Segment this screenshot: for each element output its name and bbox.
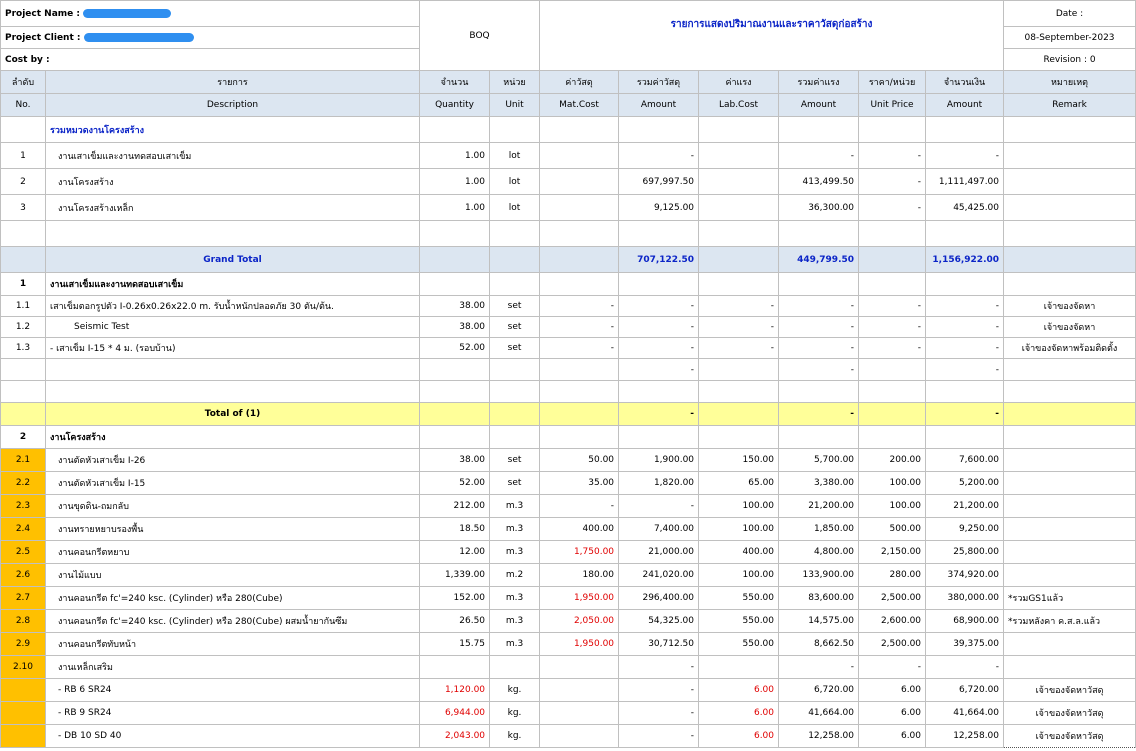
cell-total: 374,920.00 xyxy=(926,564,1004,587)
cell-unit: m.3 xyxy=(490,541,540,564)
cost-by: Cost by : xyxy=(1,49,420,71)
cell-no: 1.3 xyxy=(1,338,46,359)
cell-matamt: - xyxy=(619,679,699,702)
cell-mat xyxy=(540,169,619,195)
cell-unit: set xyxy=(490,296,540,317)
cell-qty: 38.00 xyxy=(420,296,490,317)
cell-total: 68,900.00 xyxy=(926,610,1004,633)
col-lab-th: ค่าแรง xyxy=(699,71,779,94)
col-total-th: จำนวนเงิน xyxy=(926,71,1004,94)
section1-no: 1 xyxy=(1,273,46,296)
cell-qty: 38.00 xyxy=(420,449,490,472)
cell-mat xyxy=(540,195,619,221)
project-client xyxy=(1,27,420,49)
table-row xyxy=(1,296,1136,317)
cell-qty: 18.50 xyxy=(420,518,490,541)
cell-matamt: 296,400.00 xyxy=(619,587,699,610)
table-row xyxy=(1,169,1136,195)
cell-desc: - เสาเข็ม I-15 * 4 ม. (รอบบ้าน) xyxy=(46,338,420,359)
cell-price: 6.00 xyxy=(859,725,926,748)
cell-remark xyxy=(1004,143,1136,169)
cell-remark xyxy=(1004,518,1136,541)
cell-matamt: - xyxy=(619,495,699,518)
cell-no: 3 xyxy=(1,195,46,221)
col-remark-th: หมายเหตุ xyxy=(1004,71,1136,94)
cell-mat xyxy=(540,143,619,169)
s1-total-mat: - xyxy=(619,403,699,426)
cell-matamt: 21,000.00 xyxy=(619,541,699,564)
cell-remark xyxy=(1004,195,1136,221)
cell-price: - xyxy=(859,296,926,317)
cell-qty: 1.00 xyxy=(420,195,490,221)
col-price-en: Unit Price xyxy=(859,94,926,117)
cell-lab: 6.00 xyxy=(699,725,779,748)
cell-price: 2,500.00 xyxy=(859,587,926,610)
cell-qty: 15.75 xyxy=(420,633,490,656)
grand-total-mat: 707,122.50 xyxy=(619,247,699,273)
cell-lab xyxy=(699,143,779,169)
cell-desc: งานคอนกรีต fc'=240 ksc. (Cylinder) หรือ 280(Cube) xyxy=(46,587,420,610)
cell-unit: kg. xyxy=(490,725,540,748)
cell-labamt: 413,499.50 xyxy=(779,169,859,195)
cell-no: 2 xyxy=(1,169,46,195)
cell-unit: lot xyxy=(490,195,540,221)
cell-total: 5,200.00 xyxy=(926,472,1004,495)
col-unit-en: Unit xyxy=(490,94,540,117)
table-row xyxy=(1,449,1136,472)
cell-total: 6,720.00 xyxy=(926,679,1004,702)
cell-no: 1 xyxy=(1,143,46,169)
cell-labamt: 133,900.00 xyxy=(779,564,859,587)
cell-qty: 1.00 xyxy=(420,169,490,195)
cell-lab: - xyxy=(699,296,779,317)
col-no-en: No. xyxy=(1,94,46,117)
cell-price: - xyxy=(859,195,926,221)
cell-lab xyxy=(699,169,779,195)
cell-labamt: 6,720.00 xyxy=(779,679,859,702)
table-row xyxy=(1,338,1136,359)
col-matamt-th: รวมค่าวัสดุ xyxy=(619,71,699,94)
cell-total: 45,425.00 xyxy=(926,195,1004,221)
cell-remark xyxy=(1004,472,1136,495)
cell-lab: - xyxy=(699,317,779,338)
cell-lab xyxy=(699,195,779,221)
cell-desc: Seismic Test xyxy=(46,317,420,338)
table-row xyxy=(1,195,1136,221)
cell-unit: m.3 xyxy=(490,610,540,633)
cell-matamt: 9,125.00 xyxy=(619,195,699,221)
cell-lab: 550.00 xyxy=(699,633,779,656)
col-qty-en: Quantity xyxy=(420,94,490,117)
cell-total: 25,800.00 xyxy=(926,541,1004,564)
cell-mat: 1,950.00 xyxy=(540,633,619,656)
cell-desc: งานคอนกรีตหยาบ xyxy=(46,541,420,564)
cell-desc: งานโครงสร้าง xyxy=(46,169,420,195)
col-desc-en: Description xyxy=(46,94,420,117)
s1-total-amount: - xyxy=(926,403,1004,426)
col-labamt-th: รวมค่าแรง xyxy=(779,71,859,94)
cell-lab: - xyxy=(699,338,779,359)
cell-remark xyxy=(1004,495,1136,518)
cell-matamt: 30,712.50 xyxy=(619,633,699,656)
cell-qty: 1.00 xyxy=(420,143,490,169)
cell-qty: 152.00 xyxy=(420,587,490,610)
cell-remark: *รวมGS1แล้ว xyxy=(1004,587,1136,610)
cell-lab: 6.00 xyxy=(699,679,779,702)
cell-mat: 35.00 xyxy=(540,472,619,495)
cell-qty: 1,339.00 xyxy=(420,564,490,587)
col-total-en: Amount xyxy=(926,94,1004,117)
cell-qty: 12.00 xyxy=(420,541,490,564)
table-row xyxy=(1,518,1136,541)
cell-desc: งานเหล็กเสริม xyxy=(46,656,420,679)
cell-mat xyxy=(540,725,619,748)
cell-labamt: 41,664.00 xyxy=(779,702,859,725)
cell-lab: 150.00 xyxy=(699,449,779,472)
col-remark-en: Remark xyxy=(1004,94,1136,117)
cell-labamt: 8,662.50 xyxy=(779,633,859,656)
cell-remark xyxy=(1004,656,1136,679)
cell-no xyxy=(1,725,46,748)
cell-labamt: 4,800.00 xyxy=(779,541,859,564)
cell-total: - xyxy=(926,338,1004,359)
cell-labamt: 36,300.00 xyxy=(779,195,859,221)
cell-mat: - xyxy=(540,296,619,317)
cell-desc: เสาเข็มตอกรูปตัว I-0.26x0.26x22.0 m. รับน้ำหนักปลอดภัย 30 ตัน/ต้น. xyxy=(46,296,420,317)
cell-lab: 100.00 xyxy=(699,564,779,587)
cell-matamt: - xyxy=(619,725,699,748)
cell-no: 2.7 xyxy=(1,587,46,610)
revision: Revision : 0 xyxy=(1004,49,1136,71)
cell-price: - xyxy=(859,169,926,195)
cell-matamt: 697,997.50 xyxy=(619,169,699,195)
cell-matamt: - xyxy=(619,317,699,338)
col-price-th: ราคา/หน่วย xyxy=(859,71,926,94)
cell-total: - xyxy=(926,317,1004,338)
cell-lab: 65.00 xyxy=(699,472,779,495)
cell-matamt: - xyxy=(619,143,699,169)
cell-labamt: 12,258.00 xyxy=(779,725,859,748)
cell-matamt: 1,900.00 xyxy=(619,449,699,472)
table-row xyxy=(1,143,1136,169)
cell-price: 200.00 xyxy=(859,449,926,472)
cell-price: 2,600.00 xyxy=(859,610,926,633)
cell-total: 9,250.00 xyxy=(926,518,1004,541)
col-labamt-en: Amount xyxy=(779,94,859,117)
table-row xyxy=(1,679,1136,702)
cell-desc: งานขุดดิน-ถมกลับ xyxy=(46,495,420,518)
cell-total: - xyxy=(926,296,1004,317)
cell-remark: *รวมหลังคา ค.ส.ล.แล้ว xyxy=(1004,610,1136,633)
cell-qty: 26.50 xyxy=(420,610,490,633)
cell-unit: kg. xyxy=(490,702,540,725)
grand-total-amount: 1,156,922.00 xyxy=(926,247,1004,273)
cell-qty: 212.00 xyxy=(420,495,490,518)
grand-total-label: Grand Total xyxy=(46,247,420,273)
cell-no: 1.1 xyxy=(1,296,46,317)
cell-no: 2.1 xyxy=(1,449,46,472)
cell-no xyxy=(1,679,46,702)
cell-labamt: 83,600.00 xyxy=(779,587,859,610)
cell-total: 39,375.00 xyxy=(926,633,1004,656)
col-unit-th: หน่วย xyxy=(490,71,540,94)
cell-price: 2,500.00 xyxy=(859,633,926,656)
cell-price: 2,150.00 xyxy=(859,541,926,564)
cell-unit xyxy=(490,656,540,679)
cell-mat: 1,950.00 xyxy=(540,587,619,610)
cell-total: 12,258.00 xyxy=(926,725,1004,748)
cell-labamt: 5,700.00 xyxy=(779,449,859,472)
cell-price: - xyxy=(859,338,926,359)
cell-qty: 1,120.00 xyxy=(420,679,490,702)
cell-no: 2.10 xyxy=(1,656,46,679)
cell-price: 100.00 xyxy=(859,495,926,518)
col-qty-th: จำนวน xyxy=(420,71,490,94)
table-row xyxy=(1,317,1136,338)
table-row xyxy=(1,564,1136,587)
cell-matamt: - xyxy=(619,702,699,725)
cell-desc: งานตัดหัวเสาเข็ม I-15 xyxy=(46,472,420,495)
cell-unit: set xyxy=(490,472,540,495)
col-desc-th: รายการ xyxy=(46,71,420,94)
cell-qty: 38.00 xyxy=(420,317,490,338)
cell-price: 6.00 xyxy=(859,702,926,725)
cell-remark xyxy=(1004,633,1136,656)
cell-qty: 6,944.00 xyxy=(420,702,490,725)
cell-matamt: 1,820.00 xyxy=(619,472,699,495)
table-row xyxy=(1,587,1136,610)
cell-remark: เจ้าของจัดหา xyxy=(1004,317,1136,338)
cell-unit: set xyxy=(490,449,540,472)
cell-lab: 100.00 xyxy=(699,518,779,541)
cell-matamt: 241,020.00 xyxy=(619,564,699,587)
project-client-label: Project Client : xyxy=(5,32,81,43)
cell-unit: m.3 xyxy=(490,518,540,541)
s1-total-label: Total of (1) xyxy=(46,403,420,426)
cell-qty xyxy=(420,656,490,679)
cell-total: 41,664.00 xyxy=(926,702,1004,725)
cell-labamt: 1,850.00 xyxy=(779,518,859,541)
redacted-project-name xyxy=(83,9,171,18)
cell-price: 280.00 xyxy=(859,564,926,587)
cell-desc: งานคอนกรีต fc'=240 ksc. (Cylinder) หรือ 280(Cube) ผสมน้ำยากันซึม xyxy=(46,610,420,633)
cell-labamt: 3,380.00 xyxy=(779,472,859,495)
cell-remark: เจ้าของจัดหาวัสดุ xyxy=(1004,725,1136,748)
s1-total-lab: - xyxy=(779,403,859,426)
cell-remark xyxy=(1004,541,1136,564)
cell-matamt: 54,325.00 xyxy=(619,610,699,633)
cell-remark xyxy=(1004,449,1136,472)
project-name xyxy=(1,1,420,27)
cell-no: 1.2 xyxy=(1,317,46,338)
cell-total: 1,111,497.00 xyxy=(926,169,1004,195)
table-row xyxy=(1,495,1136,518)
cell-price: - xyxy=(859,317,926,338)
cell-no: 2.6 xyxy=(1,564,46,587)
s1-dash-total: - xyxy=(926,359,1004,381)
grand-total-lab: 449,799.50 xyxy=(779,247,859,273)
cell-total: 21,200.00 xyxy=(926,495,1004,518)
cell-no xyxy=(1,702,46,725)
cell-desc: งานตัดหัวเสาเข็ม I-26 xyxy=(46,449,420,472)
cell-desc: - RB 6 SR24 xyxy=(46,679,420,702)
cell-no: 2.3 xyxy=(1,495,46,518)
cell-lab: 6.00 xyxy=(699,702,779,725)
cell-unit: kg. xyxy=(490,679,540,702)
section2-title: งานโครงสร้าง xyxy=(46,426,420,449)
cell-desc: - RB 9 SR24 xyxy=(46,702,420,725)
cell-matamt: 7,400.00 xyxy=(619,518,699,541)
cell-no: 2.8 xyxy=(1,610,46,633)
summary-title: รวมหมวดงานโครงสร้าง xyxy=(46,117,420,143)
date-value: 08-September-2023 xyxy=(1004,27,1136,49)
date-label: Date : xyxy=(1004,1,1136,27)
cell-total: - xyxy=(926,656,1004,679)
table-row xyxy=(1,472,1136,495)
col-matamt-en: Amount xyxy=(619,94,699,117)
cell-mat: 2,050.00 xyxy=(540,610,619,633)
col-lab-en: Lab.Cost xyxy=(699,94,779,117)
cell-price: 6.00 xyxy=(859,679,926,702)
cell-unit: set xyxy=(490,338,540,359)
table-row xyxy=(1,541,1136,564)
cell-desc: งานโครงสร้างเหล็ก xyxy=(46,195,420,221)
cell-matamt: - xyxy=(619,338,699,359)
boq-label: BOQ xyxy=(420,1,540,71)
cell-lab: 550.00 xyxy=(699,610,779,633)
cell-total: 7,600.00 xyxy=(926,449,1004,472)
cell-remark: เจ้าของจัดหาพร้อมติดตั้ง xyxy=(1004,338,1136,359)
cell-remark xyxy=(1004,564,1136,587)
cell-no: 2.5 xyxy=(1,541,46,564)
section1-title: งานเสาเข็มและงานทดสอบเสาเข็ม xyxy=(46,273,420,296)
cell-total: - xyxy=(926,143,1004,169)
cell-labamt: - xyxy=(779,317,859,338)
cell-qty: 2,043.00 xyxy=(420,725,490,748)
cell-unit: m.3 xyxy=(490,633,540,656)
cell-lab xyxy=(699,656,779,679)
s1-dash-mat: - xyxy=(619,359,699,381)
cell-mat: - xyxy=(540,338,619,359)
cell-no: 2.4 xyxy=(1,518,46,541)
cell-qty: 52.00 xyxy=(420,338,490,359)
cell-lab: 100.00 xyxy=(699,495,779,518)
cell-price: - xyxy=(859,143,926,169)
cell-price: 100.00 xyxy=(859,472,926,495)
report-title: รายการแสดงปริมาณงานและราคาวัสดุก่อสร้าง xyxy=(540,1,1004,71)
cell-mat xyxy=(540,702,619,725)
cell-lab: 550.00 xyxy=(699,587,779,610)
cell-labamt: - xyxy=(779,296,859,317)
cell-mat: - xyxy=(540,495,619,518)
cell-no: 2.9 xyxy=(1,633,46,656)
cell-remark: เจ้าของจัดหาวัสดุ xyxy=(1004,702,1136,725)
col-mat-th: ค่าวัสดุ xyxy=(540,71,619,94)
cell-desc: งานเสาเข็มและงานทดสอบเสาเข็ม xyxy=(46,143,420,169)
cell-unit: m.3 xyxy=(490,495,540,518)
cell-desc: งานทรายหยาบรองพื้น xyxy=(46,518,420,541)
table-row xyxy=(1,656,1136,679)
cell-price: 500.00 xyxy=(859,518,926,541)
cell-mat: - xyxy=(540,317,619,338)
section2-no: 2 xyxy=(1,426,46,449)
cell-lab: 400.00 xyxy=(699,541,779,564)
cell-remark: เจ้าของจัดหาวัสดุ xyxy=(1004,679,1136,702)
cell-unit: lot xyxy=(490,169,540,195)
cell-labamt: - xyxy=(779,143,859,169)
cell-labamt: - xyxy=(779,656,859,679)
cell-unit: m.2 xyxy=(490,564,540,587)
cell-labamt: 14,575.00 xyxy=(779,610,859,633)
table-row xyxy=(1,702,1136,725)
cell-mat xyxy=(540,656,619,679)
cell-labamt: 21,200.00 xyxy=(779,495,859,518)
project-name-label: Project Name : xyxy=(5,8,80,19)
cell-mat: 50.00 xyxy=(540,449,619,472)
cell-unit: m.3 xyxy=(490,587,540,610)
cell-mat: 180.00 xyxy=(540,564,619,587)
cell-desc: งานคอนกรีตทับหน้า xyxy=(46,633,420,656)
cell-unit: set xyxy=(490,317,540,338)
redacted-project-client xyxy=(84,33,194,42)
table-row xyxy=(1,633,1136,656)
cell-mat: 400.00 xyxy=(540,518,619,541)
cell-matamt: - xyxy=(619,656,699,679)
cell-total: 380,000.00 xyxy=(926,587,1004,610)
cell-labamt: - xyxy=(779,338,859,359)
cell-price: - xyxy=(859,656,926,679)
cell-mat xyxy=(540,679,619,702)
table-row xyxy=(1,725,1136,748)
cell-no: 2.2 xyxy=(1,472,46,495)
col-mat-en: Mat.Cost xyxy=(540,94,619,117)
cell-desc: - DB 10 SD 40 xyxy=(46,725,420,748)
table-row xyxy=(1,610,1136,633)
col-no-th: ลำดับ xyxy=(1,71,46,94)
cell-remark xyxy=(1004,169,1136,195)
cell-unit: lot xyxy=(490,143,540,169)
cell-mat: 1,750.00 xyxy=(540,541,619,564)
cell-desc: งานไม้แบบ xyxy=(46,564,420,587)
s1-dash-lab: - xyxy=(779,359,859,381)
cell-matamt: - xyxy=(619,296,699,317)
cell-remark: เจ้าของจัดหา xyxy=(1004,296,1136,317)
cell-qty: 52.00 xyxy=(420,472,490,495)
cell-empty xyxy=(1,117,46,143)
